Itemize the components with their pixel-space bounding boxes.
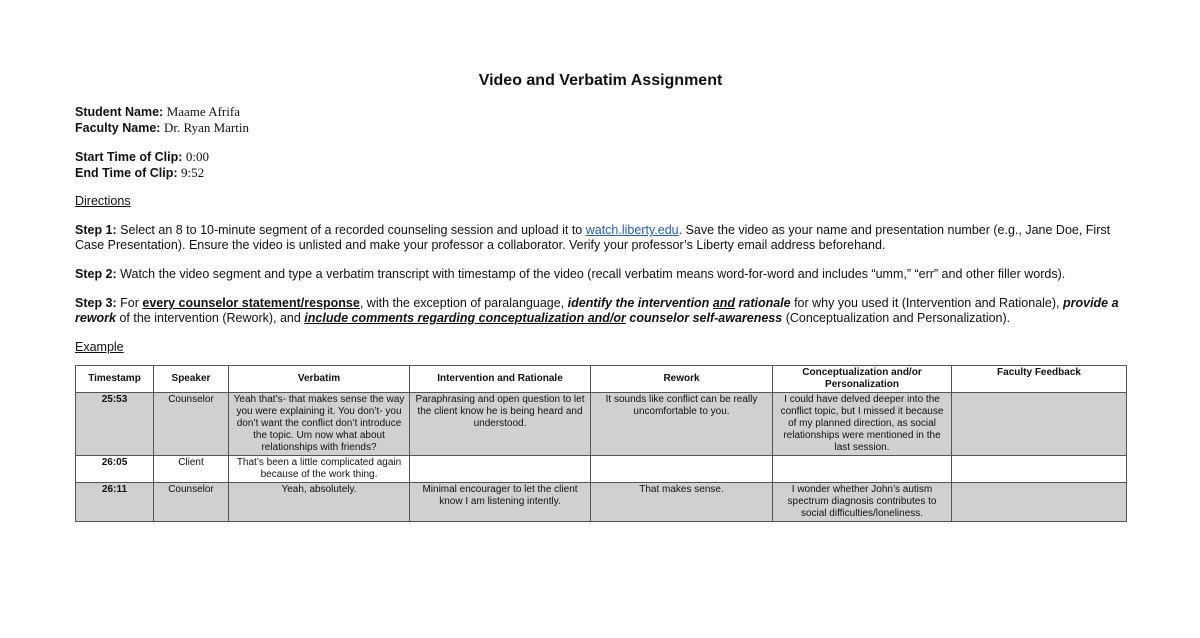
cell-intervention xyxy=(410,456,591,483)
step-3-text-13: (Conceptualization and Personalization). xyxy=(782,311,1011,325)
student-name-label: Student Name: xyxy=(75,105,164,119)
table-row xyxy=(76,456,1127,483)
cell-conceptualization: I wonder whether John’s autism spectrum diagnosis contributes to social difficulties/loneliness. xyxy=(773,483,952,522)
example-table xyxy=(75,365,1127,522)
faculty-name-line xyxy=(75,120,1126,136)
header-faculty-feedback: Faculty Feedback xyxy=(952,366,1127,393)
step-3-text-8: provide a rework xyxy=(75,296,1119,325)
faculty-name-value: Dr. Ryan Martin xyxy=(163,120,249,135)
cell-rework: That makes sense. xyxy=(591,483,773,522)
step-3-label: Step 3: xyxy=(75,296,117,310)
step-3-text-9: of the intervention (Rework), and xyxy=(116,311,305,325)
table-header-row xyxy=(76,366,1127,393)
end-time-value: 9:52 xyxy=(181,165,205,180)
student-name-value: Maame Afrifa xyxy=(166,104,240,119)
step-1-label: Step 1: xyxy=(75,223,117,237)
cell-timestamp: 25:53 xyxy=(76,393,154,456)
cell-verbatim: That’s been a little complicated again because of the work thing. xyxy=(229,456,410,483)
step-3-text-4: identify the intervention xyxy=(567,296,713,310)
cell-verbatim: Yeah that’s- that makes sense the way you were explaining it. You don’t- you don’t want the conflict don’t introduce the topic. Um now what about relationships with friends? xyxy=(229,393,410,456)
cell-faculty-feedback xyxy=(952,483,1127,522)
step-1-text-b: . Save the video as your name and presentation number (e.g., Jane Doe, First Case Presentation). Ensure the video is unlisted and make your professor a collaborator. Verify your professor’s Liberty email address beforehand. xyxy=(75,223,1111,252)
cell-speaker: Client xyxy=(154,456,229,483)
start-time-value: 0:00 xyxy=(185,149,210,164)
directions-heading: Directions xyxy=(75,194,131,208)
cell-rework xyxy=(591,456,773,483)
example-heading: Example xyxy=(75,340,124,354)
table-row xyxy=(76,393,1127,456)
cell-speaker: Counselor xyxy=(154,393,229,456)
student-name-line xyxy=(75,104,1126,120)
page-title: Video and Verbatim Assignment xyxy=(478,72,723,89)
watch-liberty-link[interactable]: watch.liberty.edu xyxy=(585,223,679,237)
cell-speaker: Counselor xyxy=(154,483,229,522)
cell-verbatim: Yeah, absolutely. xyxy=(229,483,410,522)
cell-conceptualization xyxy=(773,456,952,483)
cell-rework: It sounds like conflict can be really uncomfortable to you. xyxy=(591,393,773,456)
header-intervention: Intervention and Rationale xyxy=(410,366,591,393)
cell-conceptualization: I could have delved deeper into the conflict topic, but I missed it because of my planned direction, as social relationships were mentioned in the last session. xyxy=(773,393,952,456)
step-3-paragraph xyxy=(75,296,1126,326)
step-2-paragraph xyxy=(75,267,1126,282)
document-page xyxy=(75,72,1126,522)
faculty-name-label: Faculty Name: xyxy=(75,121,161,135)
step-3-text-3: , with the exception of paralanguage, xyxy=(359,296,568,310)
cell-faculty-feedback xyxy=(952,456,1127,483)
step-1-paragraph xyxy=(75,223,1126,253)
end-time-line xyxy=(75,165,1126,181)
step-2-text: Watch the video segment and type a verbatim transcript with timestamp of the video (recall verbatim means word-for-word and includes “umm,” “err” and other filler words). xyxy=(116,267,1066,281)
step-1-text-a: Select an 8 to 10-minute segment of a recorded counseling session and upload it to xyxy=(116,223,586,237)
step-2-label: Step 2: xyxy=(75,267,117,281)
table-row xyxy=(76,483,1127,522)
cell-intervention: Paraphrasing and open question to let the client know he is being heard and understood. xyxy=(410,393,591,456)
header-speaker: Speaker xyxy=(154,366,229,393)
end-time-label: End Time of Clip: xyxy=(75,166,178,180)
header-verbatim: Verbatim xyxy=(229,366,410,393)
step-3-text-6: rationale xyxy=(735,296,791,310)
step-3-text-5: and xyxy=(712,296,736,310)
start-time-line xyxy=(75,149,1126,165)
step-3-text-2: every counselor statement/response xyxy=(142,296,360,310)
header-timestamp: Timestamp xyxy=(76,366,154,393)
cell-timestamp: 26:05 xyxy=(76,456,154,483)
header-conceptualization: Conceptualization and/or Personalization xyxy=(773,366,952,393)
step-3-text-12: counselor self-awareness xyxy=(625,311,783,325)
step-3-text-11: and/or xyxy=(584,311,626,325)
header-rework: Rework xyxy=(591,366,773,393)
step-3-text-10: include comments regarding conceptualization xyxy=(304,311,585,325)
cell-timestamp: 26:11 xyxy=(76,483,154,522)
cell-faculty-feedback xyxy=(952,393,1127,456)
step-3-text-1: For xyxy=(116,296,143,310)
step-3-text-7: for why you used it (Intervention and Rationale), xyxy=(790,296,1063,310)
start-time-label: Start Time of Clip: xyxy=(75,150,183,164)
cell-intervention: Minimal encourager to let the client know I am listening intently. xyxy=(410,483,591,522)
